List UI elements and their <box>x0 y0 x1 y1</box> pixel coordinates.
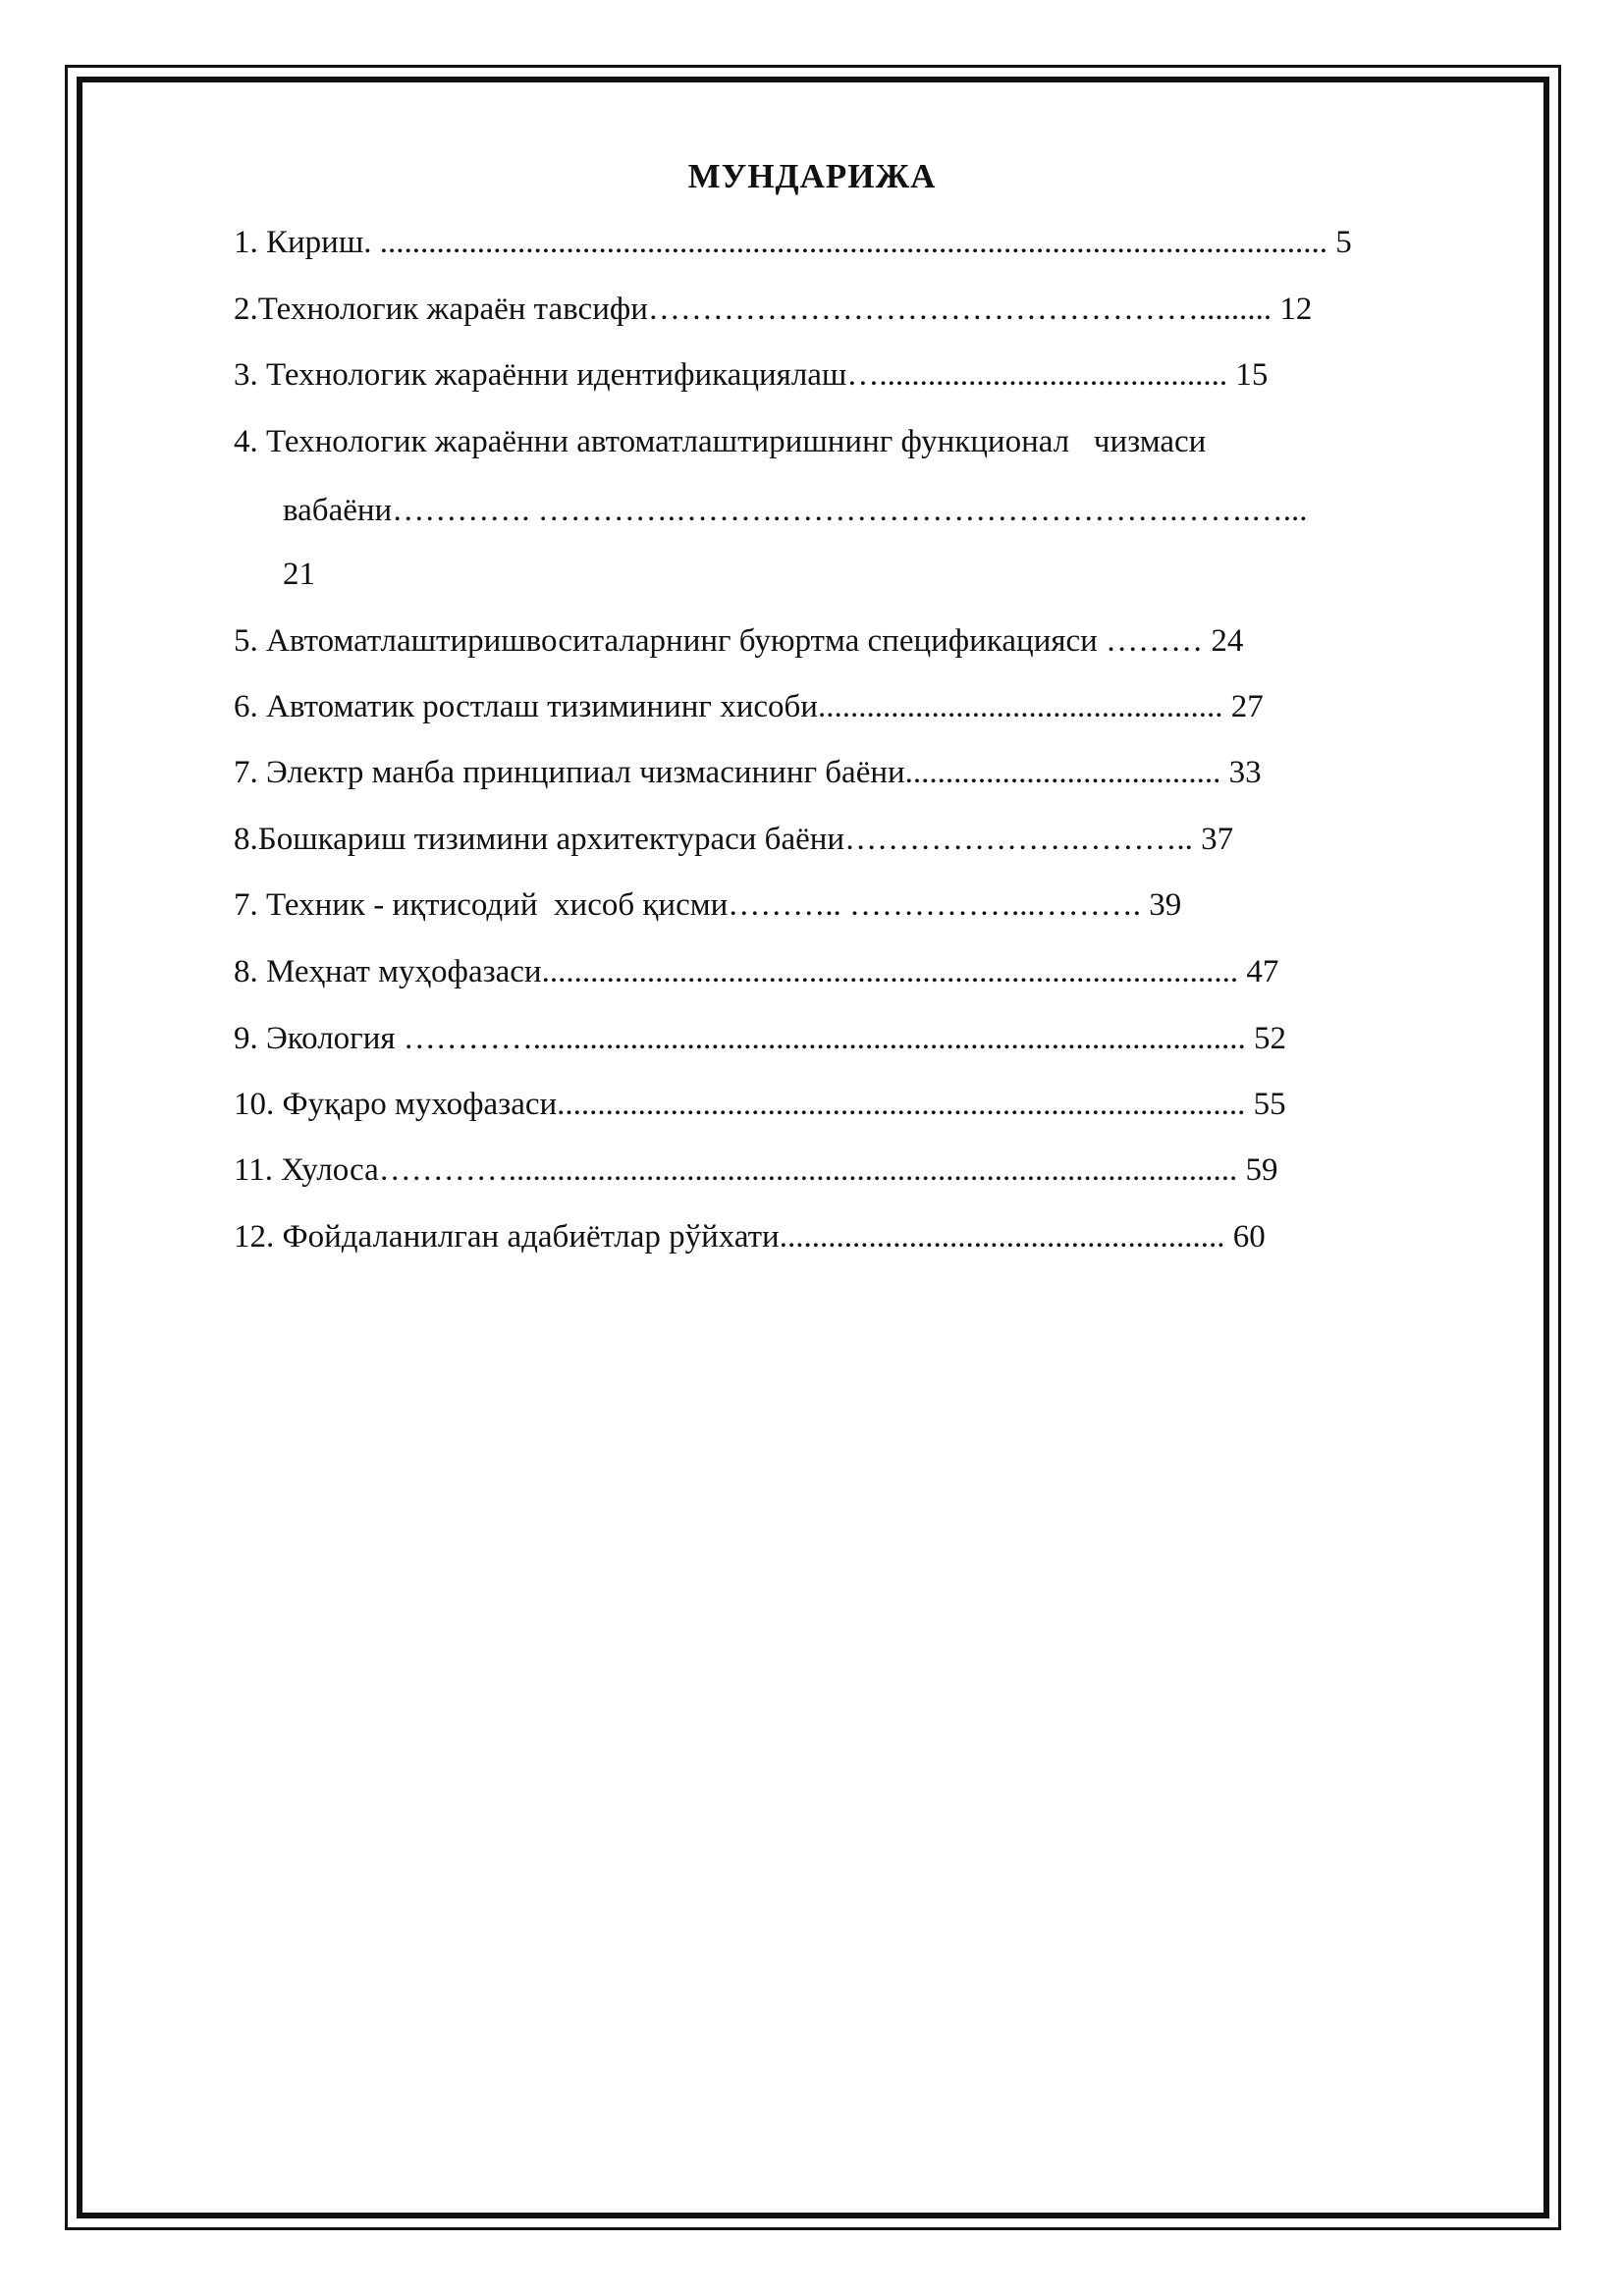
toc-entry-2: 2.Технологик жараён тавсифи……………………………………………......... 12 <box>234 292 1313 327</box>
toc-entry-14: 12. Фойдаланилган адабиётлар рўйхати....................................................... 60 <box>234 1219 1266 1255</box>
page-border-inner <box>77 77 1549 2218</box>
toc-title: МУНДАРИЖА <box>687 157 937 195</box>
toc-entry-4: 4. Технологик жараённи автоматлаштиришнинг функционал чизмаси <box>234 424 1207 459</box>
toc-entry-9: 7. Техник - иқтисодий хисоб қисми……….. ……………...………. 39 <box>234 887 1182 923</box>
toc-entry-4-page: 21 <box>283 557 315 592</box>
toc-entry-6: 6. Автоматик ростлаш тизимининг хисоби.................................................. 27 <box>234 689 1264 724</box>
toc-entry-12: 10. Фуқаро мухофазаси..................................................................................... 55 <box>234 1087 1286 1122</box>
toc-entry-11: 9. Экология …………........................................................................................ 52 <box>234 1021 1287 1056</box>
toc-entry-3: 3. Технологик жараённи идентификациялаш…........................................... 15 <box>234 357 1269 393</box>
toc-entry-8: 8.Бошкариш тизимини архитектураси баёни………………….……….. 37 <box>234 822 1234 857</box>
toc-entry-5: 5. Автоматлаштиришвоситаларнинг буюртма спецификацияси ……… 24 <box>234 623 1244 659</box>
toc-entry-7: 7. Электр манба принципиал чизмасининг баёни....................................... 33 <box>234 755 1262 790</box>
toc-entry-10: 8. Меҳнат муҳофазаси...................................................................................... 47 <box>234 954 1279 989</box>
toc-entry-1: 1. Кириш. ..................................................................................................................... 5 <box>234 225 1352 260</box>
toc-entry-4-continuation: вабаёни…………. ………….……….……………………………….…….…... <box>283 493 1308 528</box>
toc-entry-13: 11. Хулоса………….......................................................................................... 59 <box>234 1152 1278 1188</box>
